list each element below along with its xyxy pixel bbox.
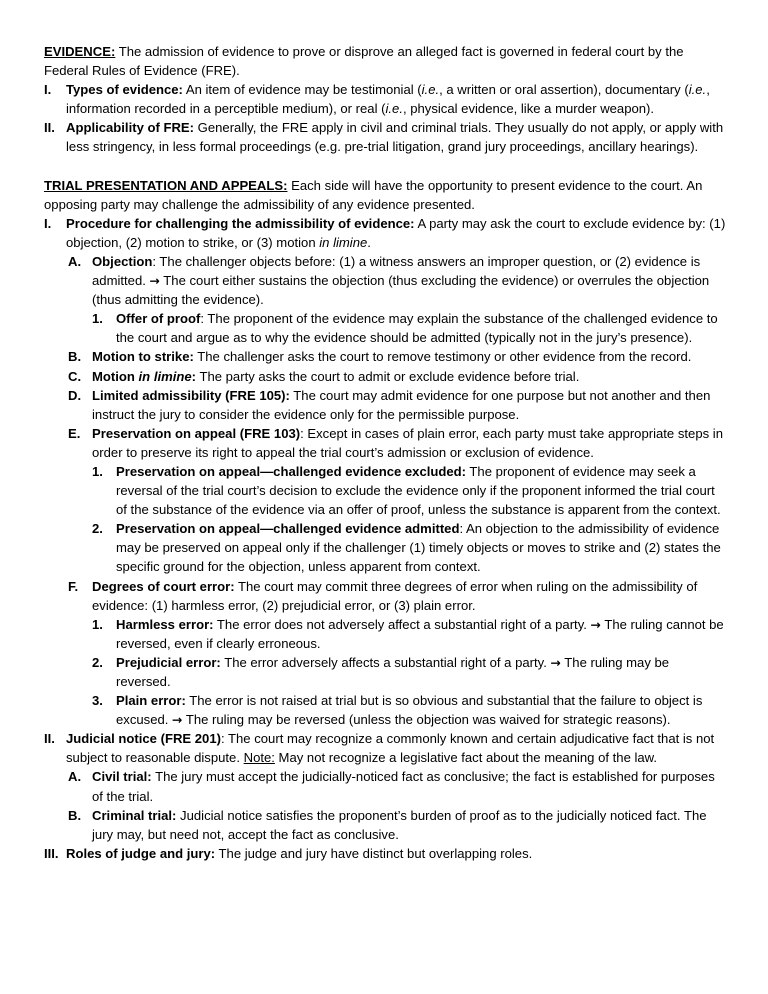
text-run: The admission of evidence to prove or disprove an alleged fact is governed in federal court by the Federal Rules of Evidence (FRE).: [44, 44, 684, 79]
list-marker: F.: [68, 578, 79, 594]
arrow-icon: →: [590, 616, 601, 632]
text-run: The jury must accept the judicially-noticed fact as conclusive; the fact is established for purposes of the trial.: [92, 769, 715, 804]
text-run: A party may ask the court to exclude evidence by: (1) objection, (2) motion to strike, or (3) motion: [66, 215, 726, 250]
item-limited-admissibility: [44, 386, 726, 424]
list-marker: A.: [68, 253, 82, 269]
item-types-of-evidence: [44, 80, 726, 118]
item-judicial-notice: [44, 729, 726, 767]
text-run: The judge and jury have distinct but overlapping roles.: [215, 845, 533, 861]
list-marker: 1.: [92, 463, 103, 479]
list-marker: 3.: [92, 693, 103, 709]
list-marker: II.: [44, 120, 55, 136]
text-run: Note:: [243, 750, 275, 766]
text-run: Civil trial:: [92, 769, 152, 785]
item-motion-to-strike: [44, 347, 726, 366]
item-preservation-on-appeal: [44, 424, 726, 462]
list-item-text: [66, 729, 726, 767]
text-run: The party asks the court to admit or exclude evidence before trial.: [196, 368, 580, 384]
trial-presentation-heading-paragraph: [44, 176, 726, 214]
text-run: Objection: [92, 253, 153, 269]
text-run: Roles of judge and jury:: [66, 845, 216, 861]
item-criminal-trial: [44, 806, 726, 844]
text-run: i.e.: [421, 82, 440, 98]
text-run: : Except in cases of plain error, each party must take appropriate steps in order to preserve its right to appeal the trial court’s admission or exclusion of evidence.: [92, 425, 723, 460]
text-run: The error adversely affects a substantial right of a party.: [220, 654, 551, 670]
document-body: [44, 42, 726, 863]
text-run: Generally, the FRE apply in civil and criminal trials. They usually do not apply, or apply with less stringency, in less formal proceedings (e.g. pre-trial litigation, grand jury proceedings, ancillary hearings).: [66, 120, 724, 155]
text-run: The ruling may be reversed (unless the objection was waived for strategic reasons).: [182, 712, 671, 728]
text-run: , a written or oral assertion), documentary (: [439, 82, 689, 98]
text-run: An item of evidence may be testimonial (: [182, 82, 422, 98]
text-run: : An objection to the admissibility of evidence may be preserved on appeal only if the challenger (1) timely objects or moves to strike and (2) states the specific ground for the objection, unless apparent from context.: [116, 521, 721, 575]
list-item-text: [116, 653, 726, 691]
list-item-text: [66, 118, 726, 156]
item-roles-of-judge-and-jury: [44, 844, 726, 863]
item-harmless-error: [44, 615, 726, 653]
item-preservation-evidence-excluded: [44, 462, 726, 519]
text-run: The court may admit evidence for one purpose but not another and then instruct the jury to consider the evidence only for the permissible purpose.: [92, 387, 711, 422]
text-run: Judicial notice satisfies the proponent’s burden of proof as to the judicially noticed fact. The jury may, but need not, accept the fact as conclusive.: [92, 807, 707, 842]
text-run: The error is not raised at trial but is so obvious and substantial that the failure to object is excused.: [116, 693, 703, 728]
list-item-text: [92, 386, 726, 424]
text-run: The ruling cannot be reversed, even if clearly erroneous.: [116, 616, 724, 651]
text-run: in limine: [138, 368, 192, 384]
list-item-text: [92, 252, 726, 309]
list-item-text: [66, 80, 726, 118]
arrow-icon: →: [149, 273, 160, 289]
text-run: Motion: [92, 368, 139, 384]
item-applicability-of-fre: [44, 118, 726, 156]
list-item-text: [92, 367, 726, 386]
list-marker: 2.: [92, 521, 103, 537]
item-civil-trial: [44, 767, 726, 805]
text-run: : The proponent of the evidence may explain the substance of the challenged evidence to the court and argue as to why the evidence should be admitted (typically not in the jury’s presence).: [116, 311, 718, 346]
list-item-text: [92, 806, 726, 844]
list-marker: D.: [68, 387, 82, 403]
list-item-text: [116, 615, 726, 653]
text-run: i.e.: [688, 82, 707, 98]
text-run: i.e.: [385, 101, 403, 117]
list-marker: 1.: [92, 311, 103, 327]
text-run: Degrees of court error:: [92, 578, 235, 594]
text-run: Types of evidence:: [66, 82, 183, 98]
item-objection: [44, 252, 726, 309]
text-run: Prejudicial error:: [116, 654, 221, 670]
list-marker: III.: [44, 845, 59, 861]
text-run: The error does not adversely affect a substantial right of a party.: [213, 616, 591, 632]
text-run: : The challenger objects before: (1) a witness answers an improper question, or (2) evidence is admitted.: [92, 253, 701, 289]
text-run: in limine: [319, 234, 368, 250]
item-preservation-evidence-admitted: [44, 519, 726, 576]
text-run: The challenger asks the court to remove testimony or other evidence from the record.: [193, 349, 692, 365]
text-run: Preservation on appeal—challenged evidence excluded:: [116, 463, 467, 479]
text-run: Each side will have the opportunity to present evidence to the court. An opposing party may challenge the admissibility of any evidence presented.: [44, 177, 703, 212]
list-item-text: [92, 577, 726, 615]
list-marker: B.: [68, 807, 82, 823]
text-run: Procedure for challenging the admissibility of evidence:: [66, 215, 415, 231]
text-run: , information recorded in a perceptible medium), or real (: [66, 82, 710, 117]
list-marker: A.: [68, 769, 82, 785]
list-item-text: [116, 691, 726, 729]
item-prejudicial-error: [44, 653, 726, 691]
text-run: The ruling may be reversed.: [116, 654, 670, 689]
item-motion-in-limine: [44, 367, 726, 386]
list-item-text: [66, 844, 726, 863]
text-run: The court either sustains the objection (thus excluding the evidence) or overrules the objection (thus admitting the evidence).: [92, 273, 710, 308]
text-run: Preservation on appeal—challenged evidence admitted: [116, 521, 460, 537]
item-plain-error: [44, 691, 726, 729]
list-item-text: [66, 214, 726, 252]
evidence-heading-paragraph: [44, 42, 726, 80]
text-run: The proponent of evidence may seek a reversal of the trial court’s decision to exclude the evidence only if the proponent informed the trial court of the substance of the evidence via an offer of proof, unless the substance is apparent from the context.: [116, 463, 721, 518]
text-run: Criminal trial:: [92, 807, 177, 823]
arrow-icon: →: [550, 654, 561, 670]
item-degrees-of-court-error: [44, 577, 726, 615]
list-marker: I.: [44, 82, 52, 98]
text-run: , physical evidence, like a murder weapon).: [402, 101, 655, 117]
text-run: The court may commit three degrees of error when ruling on the admissibility of evidence: (1) harmless error, (2) prejudicial error, or (3) plain error.: [92, 578, 698, 613]
list-item-text: [92, 424, 726, 462]
list-marker: C.: [68, 368, 82, 384]
list-item-text: [92, 767, 726, 805]
list-marker: E.: [68, 425, 81, 441]
list-item-text: [92, 347, 726, 366]
list-item-text: [116, 462, 726, 519]
text-run: Plain error:: [116, 693, 186, 709]
list-item-text: [116, 519, 726, 576]
list-marker: 1.: [92, 616, 103, 632]
list-item-text: [116, 309, 726, 347]
arrow-icon: →: [172, 712, 183, 728]
text-run: Applicability of FRE:: [66, 120, 195, 136]
text-run: .: [367, 234, 371, 250]
text-run: : The court may recognize a commonly known and certain adjudicative fact that is not subject to reasonable dispute.: [66, 731, 715, 766]
text-run: Motion to strike:: [92, 349, 194, 365]
text-run: Limited admissibility (FRE 105):: [92, 387, 290, 403]
text-run: Judicial notice (FRE 201): [66, 731, 221, 747]
item-procedure-for-challenging: [44, 214, 726, 252]
list-marker: 2.: [92, 654, 103, 670]
text-run: TRIAL PRESENTATION AND APPEALS:: [44, 177, 288, 193]
section-spacer: [44, 157, 726, 176]
text-run: :: [191, 368, 197, 384]
text-run: Harmless error:: [116, 616, 214, 632]
list-marker: B.: [68, 349, 82, 365]
list-marker: I.: [44, 215, 52, 231]
text-run: May not recognize a legislative fact about the meaning of the law.: [274, 750, 658, 766]
item-offer-of-proof: [44, 309, 726, 347]
text-run: EVIDENCE:: [44, 44, 116, 59]
text-run: Preservation on appeal (FRE 103): [92, 425, 301, 441]
list-marker: II.: [44, 731, 55, 747]
text-run: Offer of proof: [116, 311, 201, 327]
